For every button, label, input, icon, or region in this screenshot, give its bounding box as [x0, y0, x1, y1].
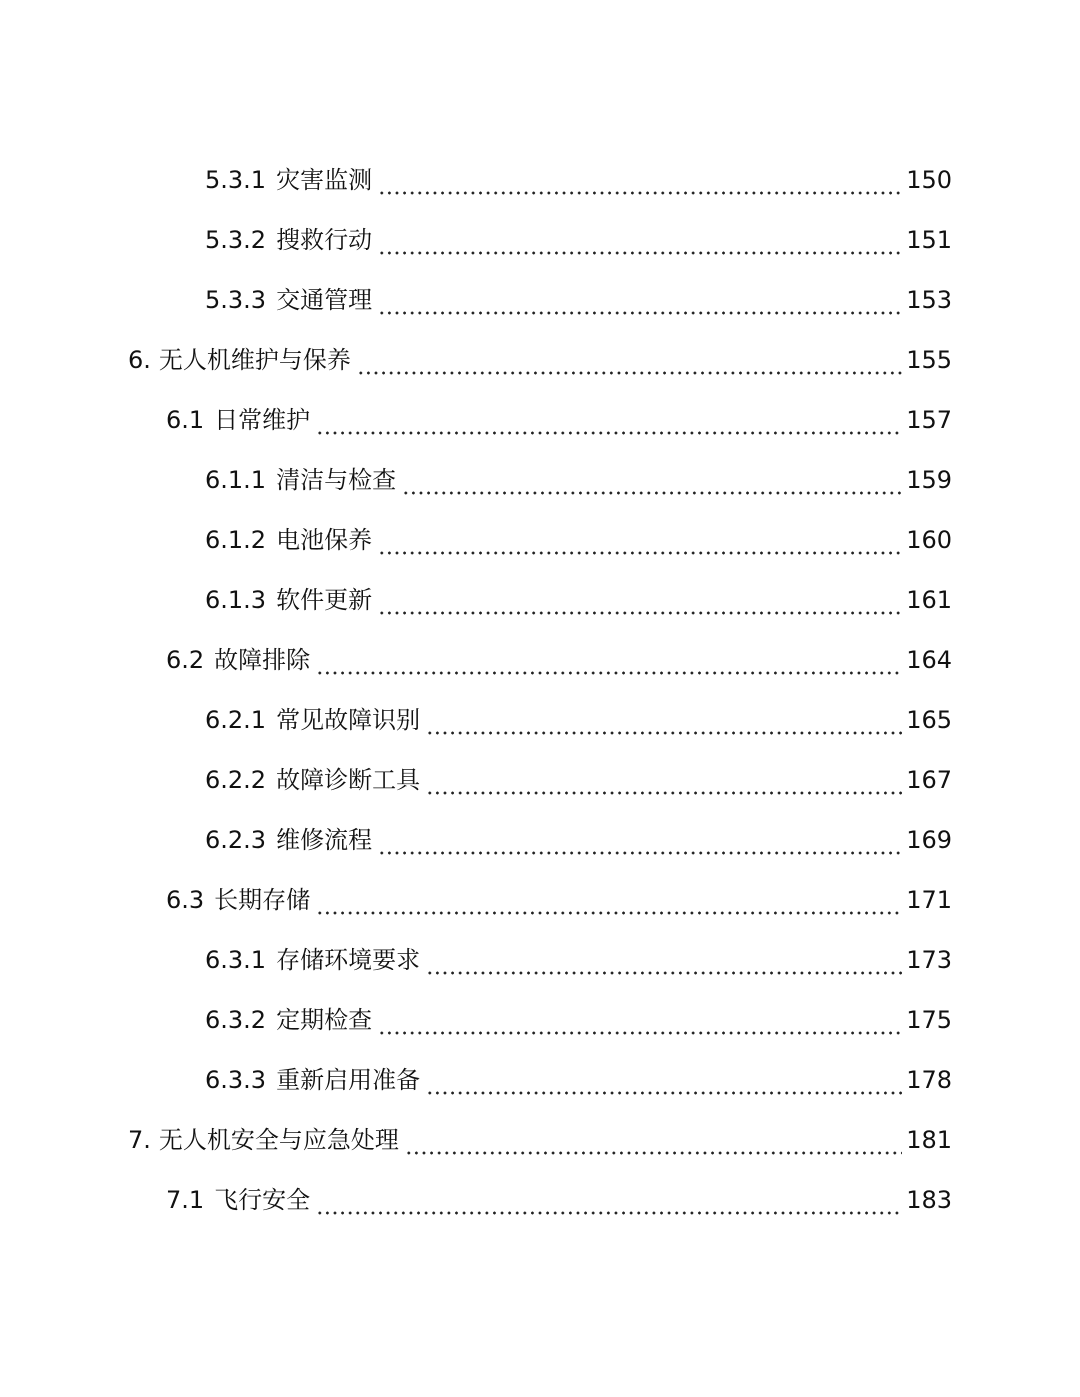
dot-leader: [378, 292, 902, 316]
toc-entry-title: 常见故障识别: [276, 706, 421, 734]
toc-entry-page: 173: [906, 946, 952, 974]
toc-entry-title: 定期检查: [276, 1006, 373, 1034]
toc-entry-7[interactable]: [0, 1110, 1080, 1170]
toc-entry-5-3-2[interactable]: [0, 210, 1080, 270]
toc-entry-page: 165: [906, 706, 952, 734]
toc-entry-page: 178: [906, 1066, 952, 1094]
toc-entry-number: 6.3.1: [205, 946, 267, 974]
dot-leader: [316, 892, 902, 916]
toc-entry-title: 故障诊断工具: [276, 766, 421, 794]
toc-entry-title: 清洁与检查: [276, 466, 397, 494]
dot-leader: [378, 1012, 902, 1036]
toc-entry-number: 6.2: [166, 646, 205, 674]
dot-leader: [426, 1072, 902, 1096]
dot-leader: [316, 1192, 902, 1216]
toc-entry-6-2-2[interactable]: [0, 750, 1080, 810]
toc-entry-page: 183: [906, 1186, 952, 1214]
toc-entry-title: 灾害监测: [276, 166, 373, 194]
toc-entry-number: 6.1.3: [205, 586, 267, 614]
toc-entry-6-2-1[interactable]: [0, 690, 1080, 750]
toc-entry-number: 7.: [128, 1126, 151, 1154]
dot-leader: [426, 952, 902, 976]
toc-entry-page: 150: [906, 166, 952, 194]
toc-entry-title: 软件更新: [276, 586, 373, 614]
toc-entry-number: 6.2.2: [205, 766, 267, 794]
toc-entry-page: 151: [906, 226, 952, 254]
toc-entry-number: 6.3.2: [205, 1006, 267, 1034]
toc-entry-title: 无人机安全与应急处理: [158, 1126, 399, 1154]
dot-leader: [426, 712, 902, 736]
toc-entry-number: 6.3: [166, 886, 205, 914]
toc-entry-number: 6.2.3: [205, 826, 267, 854]
dot-leader: [402, 472, 902, 496]
toc-entry-number: 6.: [128, 346, 151, 374]
toc-entry-title: 交通管理: [276, 286, 373, 314]
toc-entry-number: 6.2.1: [205, 706, 267, 734]
toc-entry-page: 164: [906, 646, 952, 674]
toc-entry-5-3-1[interactable]: [0, 150, 1080, 210]
toc-entry-6-1-2[interactable]: [0, 510, 1080, 570]
toc-entry-page: 169: [906, 826, 952, 854]
dot-leader: [378, 832, 902, 856]
toc-entry-6-2-3[interactable]: [0, 810, 1080, 870]
toc-entry-6-1[interactable]: [0, 390, 1080, 450]
toc-entry-number: 7.1: [166, 1186, 205, 1214]
toc-entry-page: 161: [906, 586, 952, 614]
toc-entry-page: 153: [906, 286, 952, 314]
toc-entry-number: 6.1.1: [205, 466, 267, 494]
toc-entry-page: 167: [906, 766, 952, 794]
toc-entry-number: 6.3.3: [205, 1066, 267, 1094]
toc-entry-title: 存储环境要求: [276, 946, 421, 974]
toc-entry-title: 飞行安全: [214, 1186, 311, 1214]
toc-entry-number: 6.1: [166, 406, 205, 434]
toc-entry-title: 日常维护: [214, 406, 311, 434]
toc-entry-page: 155: [906, 346, 952, 374]
toc-entry-6-1-3[interactable]: [0, 570, 1080, 630]
toc-entry-title: 长期存储: [214, 886, 311, 914]
toc-entry-7-1[interactable]: [0, 1170, 1080, 1230]
toc-entry-title: 维修流程: [276, 826, 373, 854]
toc-entry-6[interactable]: [0, 330, 1080, 390]
toc-entry-6-1-1[interactable]: [0, 450, 1080, 510]
dot-leader: [378, 592, 902, 616]
toc-entry-number: 5.3.3: [205, 286, 267, 314]
toc-entry-title: 故障排除: [214, 646, 311, 674]
table-of-contents: [0, 150, 1080, 1230]
toc-entry-title: 重新启用准备: [276, 1066, 421, 1094]
toc-entry-number: 5.3.1: [205, 166, 267, 194]
toc-entry-5-3-3[interactable]: [0, 270, 1080, 330]
toc-entry-6-3-2[interactable]: [0, 990, 1080, 1050]
toc-entry-title: 搜救行动: [276, 226, 373, 254]
toc-entry-title: 电池保养: [276, 526, 373, 554]
toc-entry-number: 5.3.2: [205, 226, 267, 254]
toc-entry-page: 160: [906, 526, 952, 554]
dot-leader: [426, 772, 902, 796]
toc-entry-page: 157: [906, 406, 952, 434]
toc-entry-page: 159: [906, 466, 952, 494]
toc-entry-6-2[interactable]: [0, 630, 1080, 690]
toc-entry-page: 175: [906, 1006, 952, 1034]
dot-leader: [405, 1132, 902, 1156]
dot-leader: [357, 352, 902, 376]
dot-leader: [378, 532, 902, 556]
dot-leader: [378, 172, 902, 196]
toc-entry-page: 171: [906, 886, 952, 914]
dot-leader: [316, 412, 902, 436]
toc-entry-6-3-1[interactable]: [0, 930, 1080, 990]
toc-entry-page: 181: [906, 1126, 952, 1154]
toc-entry-6-3-3[interactable]: [0, 1050, 1080, 1110]
dot-leader: [316, 652, 902, 676]
toc-entry-6-3[interactable]: [0, 870, 1080, 930]
dot-leader: [378, 232, 902, 256]
toc-entry-number: 6.1.2: [205, 526, 267, 554]
toc-entry-title: 无人机维护与保养: [158, 346, 351, 374]
